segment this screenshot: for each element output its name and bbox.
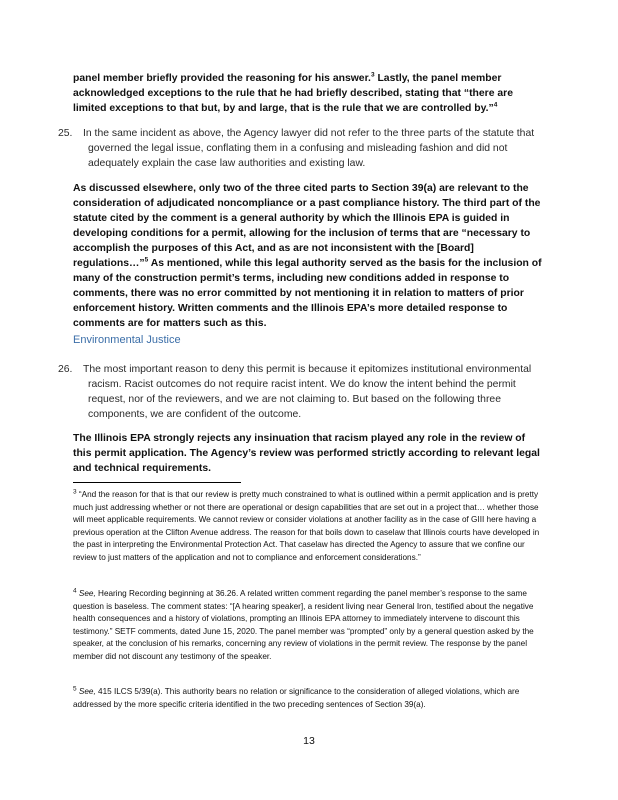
- comment-text: In the same incident as above, the Agency lawyer did not refer to the three parts of the statute that governed the legal issue, conflating them in a confusing and misleading fashion and did not adequately explain the case law authorities and existing law.: [83, 128, 535, 169]
- response-text-cont: As mentioned, while this legal authority served as the basis for the inclusion of many of the construction permit’s terms, including new conditions added in response to comments, there was no error committed by not mentioning it in relation to matters of prior enforcement history. Written comments and the Illinois EPA’s more detailed response to comments are for matters such as this.: [73, 258, 542, 329]
- footnote-ref[interactable]: 5: [144, 256, 149, 264]
- comment-26: [58, 362, 548, 422]
- response-26: The Illinois EPA strongly rejects any insinuation that racism played any role in the review of this permit application. The Agency’s review was performed strictly according to relevant legal and technical requirements.: [73, 433, 540, 474]
- response-text: As discussed elsewhere, only two of the three cited parts to Section 39(a) are relevant to the consideration of adjudicated noncompliance or a past compliance history. The third part of the statute cited by the comment is a general authority by which the Illinois EPA is guided in developing conditions for a permit, allowing for the inclusion of terms that are “necessary to accomplish the purposes of this Act, and as are not inconsistent with the [Board] regulations…”: [73, 183, 541, 269]
- comment-25: [58, 126, 548, 171]
- section-heading: Environmental Justice: [73, 334, 181, 346]
- response-paragraph-top: [73, 71, 543, 116]
- footnote-italic: See,: [78, 687, 96, 696]
- footnote-4: [73, 588, 545, 664]
- page-number: 13: [303, 735, 315, 747]
- comment-number: 26.: [58, 364, 73, 375]
- response-25: [73, 181, 543, 331]
- footnote-mark: 5: [73, 685, 77, 693]
- footnote-mark: 4: [73, 587, 77, 595]
- footnote-ref[interactable]: 3: [370, 71, 375, 79]
- comment-text: The most important reason to deny this permit is because it epitomizes institutional environmental racism. Racist outcomes do not require racist intent. We do know the intent behind the permit request, nor of the reviewers, and we are not claiming to. But based on the following three components, we are confident of the outcome.: [83, 364, 532, 420]
- footnote-italic: See,: [78, 589, 96, 598]
- footnote-5: [73, 686, 545, 711]
- footnote-ref[interactable]: 4: [493, 101, 498, 109]
- comment-number: 25.: [58, 128, 73, 139]
- footnote-separator: [73, 482, 241, 483]
- response-text: panel member briefly provided the reasoning for his answer.: [73, 73, 371, 84]
- footnote-mark: 3: [73, 488, 77, 496]
- footnote-3: [73, 489, 545, 565]
- footnote-text: “And the reason for that is that our review is pretty much constrained to what is outlined within a permit application and is pretty much just addressing whether or not there are operational or design capabilities that are set out in a project that… whether those will meet applicable requirements. We cannot review or consider violations at another facility as in the case of GIII here having a previous operation at the Clifton Avenue address. The reason for that boils down to caselaw that Illinois courts have developed in the past in interpreting the Environmental Protection Act. That caselaw has directed the Agency to assure that we confine our review to just matters of the application and not to compliance and enforcement considerations.”: [73, 490, 540, 562]
- footnote-text: Hearing Recording beginning at 36.26. A related written comment regarding the panel member’s response to the same question is baseless. The comment states: “[A hearing speaker], a resident living near General Iron, testified about the negative health consequences and a history of violations, prompting an Illinois EPA attorney to immediately intervene to discount this testimony.” SETF comments, dated June 15, 2020. The panel member was “prompted” only by a general question asked by the speaker, at the conclusion of his remarks, concerning any review of violations in the permit review. The response by the panel member did not discount any testimony of the speaker.: [73, 589, 534, 661]
- footnote-text: 415 ILCS 5/39(a). This authority bears no relation or significance to the consideration of alleged violations, which are addressed by the more specific criteria identified in the two preceding sentences of Section 39(a).: [73, 687, 520, 709]
- response-text-cont: Lastly, the panel member acknowledged exceptions to the rule that he had briefly described, stating that “there are limited exceptions to that but, by and large, that is the rule that we are controlled by.”: [73, 73, 513, 114]
